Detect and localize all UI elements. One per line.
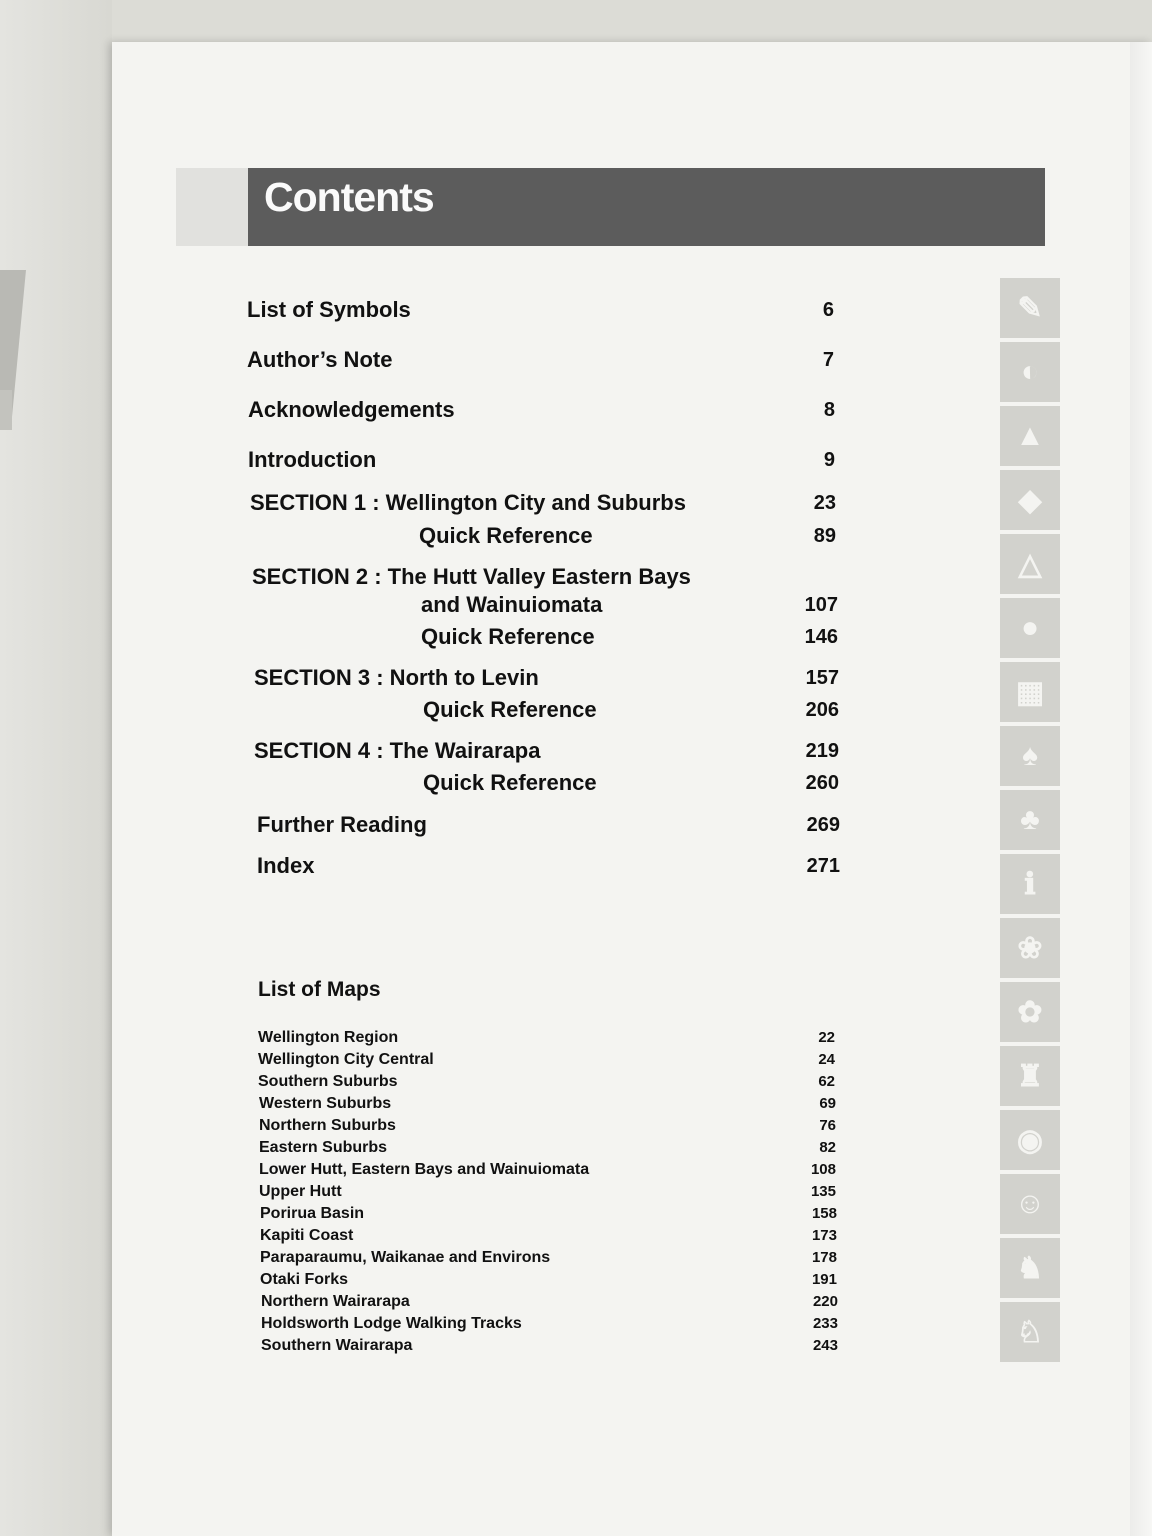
toc-page-number: 23 xyxy=(813,492,836,514)
map-page-number: 135 xyxy=(810,1183,836,1200)
map-entry: Wellington Region xyxy=(258,1029,399,1046)
map-page-number: 243 xyxy=(812,1337,838,1354)
toc-page-number: 8 xyxy=(823,399,835,421)
map-entry: Wellington City Central xyxy=(258,1051,434,1068)
symbol-icon: ♣ xyxy=(1000,790,1060,850)
toc-entry: Acknowledgements xyxy=(248,397,455,422)
map-page-number: 191 xyxy=(811,1271,837,1288)
map-entry: Western Suburbs xyxy=(259,1095,392,1112)
symbol-icon: ◐ xyxy=(1000,342,1060,402)
toc-page-number: 9 xyxy=(823,449,835,471)
toc-page-number: 271 xyxy=(806,855,840,877)
maps-heading: List of Maps xyxy=(258,978,381,1001)
map-page-number: 178 xyxy=(811,1249,837,1266)
map-entry: Southern Wairarapa xyxy=(261,1337,413,1354)
toc-section-entry: SECTION 1 : Wellington City and Suburbs xyxy=(250,490,686,515)
toc-page-number: 89 xyxy=(813,525,836,547)
map-entry: Otaki Forks xyxy=(260,1271,349,1288)
symbol-icon: △ xyxy=(1000,534,1060,594)
symbol-icon: ℹ xyxy=(1000,854,1060,914)
symbol-icon: ♞ xyxy=(1000,1238,1060,1298)
page-title: Contents xyxy=(264,174,434,220)
map-entry: Porirua Basin xyxy=(260,1205,365,1222)
symbol-icon: ◆ xyxy=(1000,470,1060,530)
map-entry: Upper Hutt xyxy=(259,1183,342,1200)
map-page-number: 76 xyxy=(819,1117,836,1134)
symbol-icon: ✿ xyxy=(1000,982,1060,1042)
header-bar xyxy=(248,168,1045,246)
toc-section-entry: SECTION 2 : The Hutt Valley Eastern Bays xyxy=(252,564,691,589)
toc-subentry: Quick Reference xyxy=(423,697,597,722)
map-page-number: 173 xyxy=(811,1227,837,1244)
adjacent-page-mark xyxy=(0,390,12,430)
map-page-number: 220 xyxy=(812,1293,838,1310)
map-page-number: 82 xyxy=(819,1139,836,1156)
toc-entry: Introduction xyxy=(248,447,377,472)
toc-subentry: Quick Reference xyxy=(423,770,597,795)
map-page-number: 158 xyxy=(811,1205,837,1222)
symbol-icon-column xyxy=(1000,278,1064,1366)
symbol-icon: ❀ xyxy=(1000,918,1060,978)
toc-section-entry: SECTION 3 : North to Levin xyxy=(254,665,539,690)
toc-subentry: Quick Reference xyxy=(421,624,595,649)
symbol-icon: ▦ xyxy=(1000,662,1060,722)
symbol-icon: ☺ xyxy=(1000,1174,1060,1234)
symbol-icon: ● xyxy=(1000,598,1060,658)
symbol-icon: ◉ xyxy=(1000,1110,1060,1170)
symbol-icon: ✎ xyxy=(1000,278,1060,338)
toc-page-number: 7 xyxy=(822,349,834,371)
toc-subentry: Quick Reference xyxy=(419,523,593,548)
toc-page-number: 219 xyxy=(805,740,839,762)
symbol-icon: ♘ xyxy=(1000,1302,1060,1362)
map-entry: Northern Suburbs xyxy=(259,1117,396,1134)
background-left xyxy=(0,0,112,1536)
toc-page-number: 157 xyxy=(805,667,839,689)
toc-subentry: and Wainuiomata xyxy=(421,592,603,617)
map-page-number: 108 xyxy=(810,1161,836,1178)
toc-section-entry: SECTION 4 : The Wairarapa xyxy=(254,738,541,763)
symbol-icon: ♠ xyxy=(1000,726,1060,786)
map-page-number: 233 xyxy=(812,1315,838,1332)
book-page xyxy=(112,42,1152,1536)
map-page-number: 22 xyxy=(818,1029,835,1046)
toc-page-number: 6 xyxy=(822,299,834,321)
map-entry: Kapiti Coast xyxy=(260,1227,354,1244)
map-entry: Northern Wairarapa xyxy=(261,1293,410,1310)
map-page-number: 69 xyxy=(819,1095,836,1112)
map-entry: Paraparaumu, Waikanae and Environs xyxy=(260,1249,551,1266)
map-entry: Southern Suburbs xyxy=(258,1073,398,1090)
toc-entry: Author’s Note xyxy=(247,347,393,372)
map-entry: Lower Hutt, Eastern Bays and Wainuiomata xyxy=(259,1161,590,1178)
map-page-number: 62 xyxy=(818,1073,835,1090)
toc-page-number: 206 xyxy=(805,699,839,721)
toc-entry: Index xyxy=(257,853,315,878)
map-entry: Eastern Suburbs xyxy=(259,1139,388,1156)
symbol-icon: ♜ xyxy=(1000,1046,1060,1106)
symbol-icon: ▲ xyxy=(1000,406,1060,466)
toc-page-number: 146 xyxy=(804,626,838,648)
toc-page-number: 269 xyxy=(806,814,840,836)
header-strip xyxy=(176,168,248,246)
page-edge xyxy=(1130,42,1152,1536)
toc-page-number: 107 xyxy=(804,594,838,616)
map-page-number: 24 xyxy=(818,1051,835,1068)
toc-entry: Further Reading xyxy=(257,812,427,837)
map-entry: Holdsworth Lodge Walking Tracks xyxy=(261,1315,522,1332)
toc-entry: List of Symbols xyxy=(247,297,411,322)
toc-page-number: 260 xyxy=(805,772,839,794)
